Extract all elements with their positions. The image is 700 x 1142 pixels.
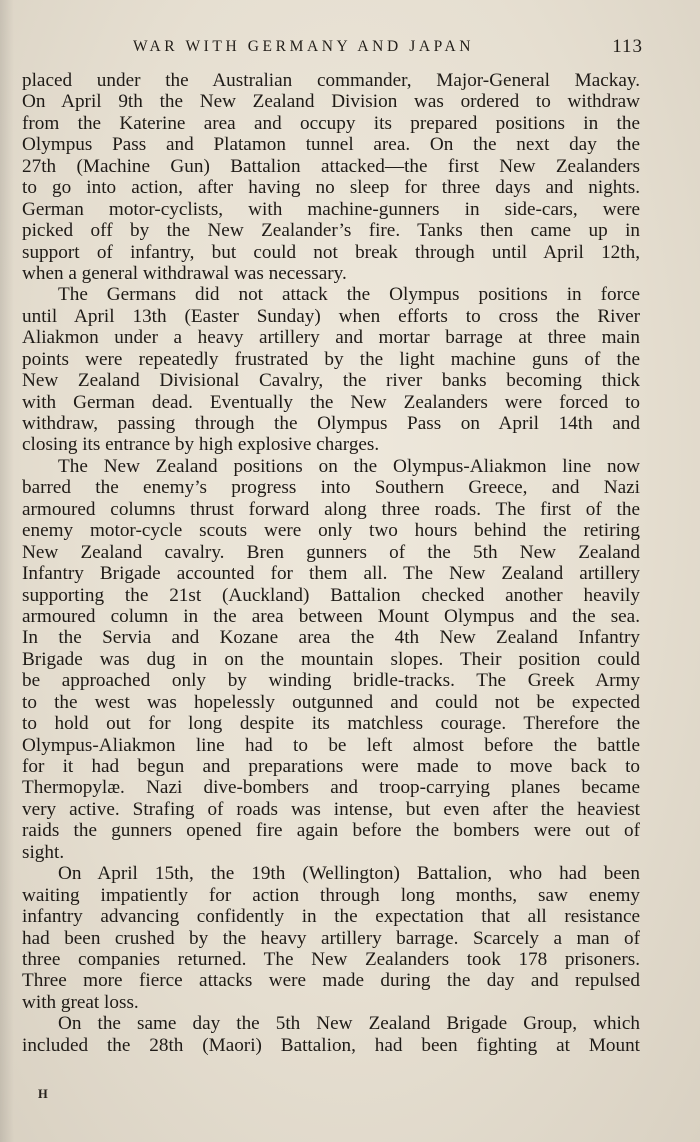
text-line: Aliakmon under a heavy artillery and mortar barrage at three main: [22, 327, 640, 349]
running-head: WAR WITH GERMANY AND JAPAN: [133, 38, 475, 55]
text-line: support of infantry, but could not break through until April 12th,: [22, 241, 640, 263]
text-line: In the Servia and Kozane area the 4th New Zealand Infantry: [22, 627, 640, 649]
text-line: from the Katerine area and occupy its prepared positions in the: [22, 112, 640, 134]
text-line: until April 13th (Easter Sunday) when efforts to cross the River: [22, 305, 640, 327]
text-line: Infantry Brigade accounted for them all. The New Zealand artillery: [22, 563, 640, 585]
text-line: Three more fierce attacks were made during the day and repulsed: [22, 970, 640, 992]
text-line: closing its entrance by high explosive charges.: [22, 434, 380, 456]
text-line: New Zealand cavalry. Bren gunners of the 5th New Zealand: [22, 541, 640, 563]
text-line: sight.: [22, 841, 65, 863]
text-line: The Germans did not attack the Olympus positions in force: [58, 284, 640, 306]
text-line: withdraw, passing through the Olympus Pass on April 14th and: [22, 413, 640, 434]
text-line: to hold out for long despite its matchless courage. Therefore the: [22, 713, 640, 735]
body-text: [22, 70, 640, 1056]
text-line: when a general withdrawal was necessary.: [22, 262, 347, 284]
text-line: three companies returned. The New Zealanders took 178 prisoners.: [22, 948, 640, 970]
text-line: to the west was hopelessly outgunned and could not be expected: [22, 691, 640, 713]
text-line: very active. Strafing of roads was intense, but even after the heaviest: [22, 798, 640, 820]
text-line: On April 9th the New Zealand Division was ordered to withdraw: [22, 91, 640, 113]
page-number: 113: [612, 36, 643, 57]
text-line: 27th (Machine Gun) Battalion attacked—the first New Zealanders: [22, 155, 640, 177]
text-line: placed under the Australian commander, Major-General Mackay.: [22, 70, 640, 91]
signature-mark: H: [38, 1087, 49, 1101]
text-line: to go into action, after having no sleep for three days and nights.: [22, 177, 640, 199]
text-line: On the same day the 5th New Zealand Brigade Group, which: [58, 1013, 640, 1035]
text-line: Brigade was dug in on the mountain slopes. Their position could: [22, 648, 640, 670]
text-line: included the 28th (Maori) Battalion, had been fighting at Mount: [22, 1034, 640, 1056]
text-line: supporting the 21st (Auckland) Battalion checked another heavily: [22, 584, 640, 606]
text-line: points were repeatedly frustrated by the light machine guns of the: [22, 348, 640, 370]
text-line: be approached only by winding bridle-tracks. The Greek Army: [22, 670, 640, 692]
text-line: Thermopylæ. Nazi dive-bombers and troop-carrying planes became: [22, 777, 640, 799]
text-line: waiting impatiently for action through long months, saw enemy: [22, 884, 640, 906]
page-header: [0, 38, 700, 64]
text-line: New Zealand Divisional Cavalry, the river banks becoming thick: [22, 370, 640, 392]
text-line: with great loss.: [22, 991, 139, 1013]
text-line: German motor-cyclists, with machine-gunners in side-cars, were: [22, 198, 640, 220]
text-line: armoured columns thrust forward along three roads. The first of the: [22, 498, 640, 520]
text-line: armoured column in the area between Mount Olympus and the sea.: [22, 605, 640, 627]
text-line: The New Zealand positions on the Olympus-Aliakmon line now: [58, 455, 640, 477]
text-line: enemy motor-cycle scouts were only two hours behind the retiring: [22, 520, 640, 542]
text-line: for it had begun and preparations were made to move back to: [22, 756, 640, 777]
text-line: had been crushed by the heavy artillery barrage. Scarcely a man of: [22, 927, 640, 949]
text-line: with German dead. Eventually the New Zealanders were forced to: [22, 391, 640, 413]
text-line: On April 15th, the 19th (Wellington) Battalion, who had been: [58, 863, 640, 885]
text-line: Olympus-Aliakmon line had to be left almost before the battle: [22, 734, 640, 756]
text-line: raids the gunners opened fire again before the bombers were out of: [22, 820, 640, 842]
text-line: Olympus Pass and Platamon tunnel area. On the next day the: [22, 134, 640, 156]
text-line: picked off by the New Zealander’s fire. Tanks then came up in: [22, 220, 640, 242]
text-line: barred the enemy’s progress into Southern Greece, and Nazi: [22, 477, 640, 499]
text-line: infantry advancing confidently in the expectation that all resistance: [22, 906, 640, 928]
